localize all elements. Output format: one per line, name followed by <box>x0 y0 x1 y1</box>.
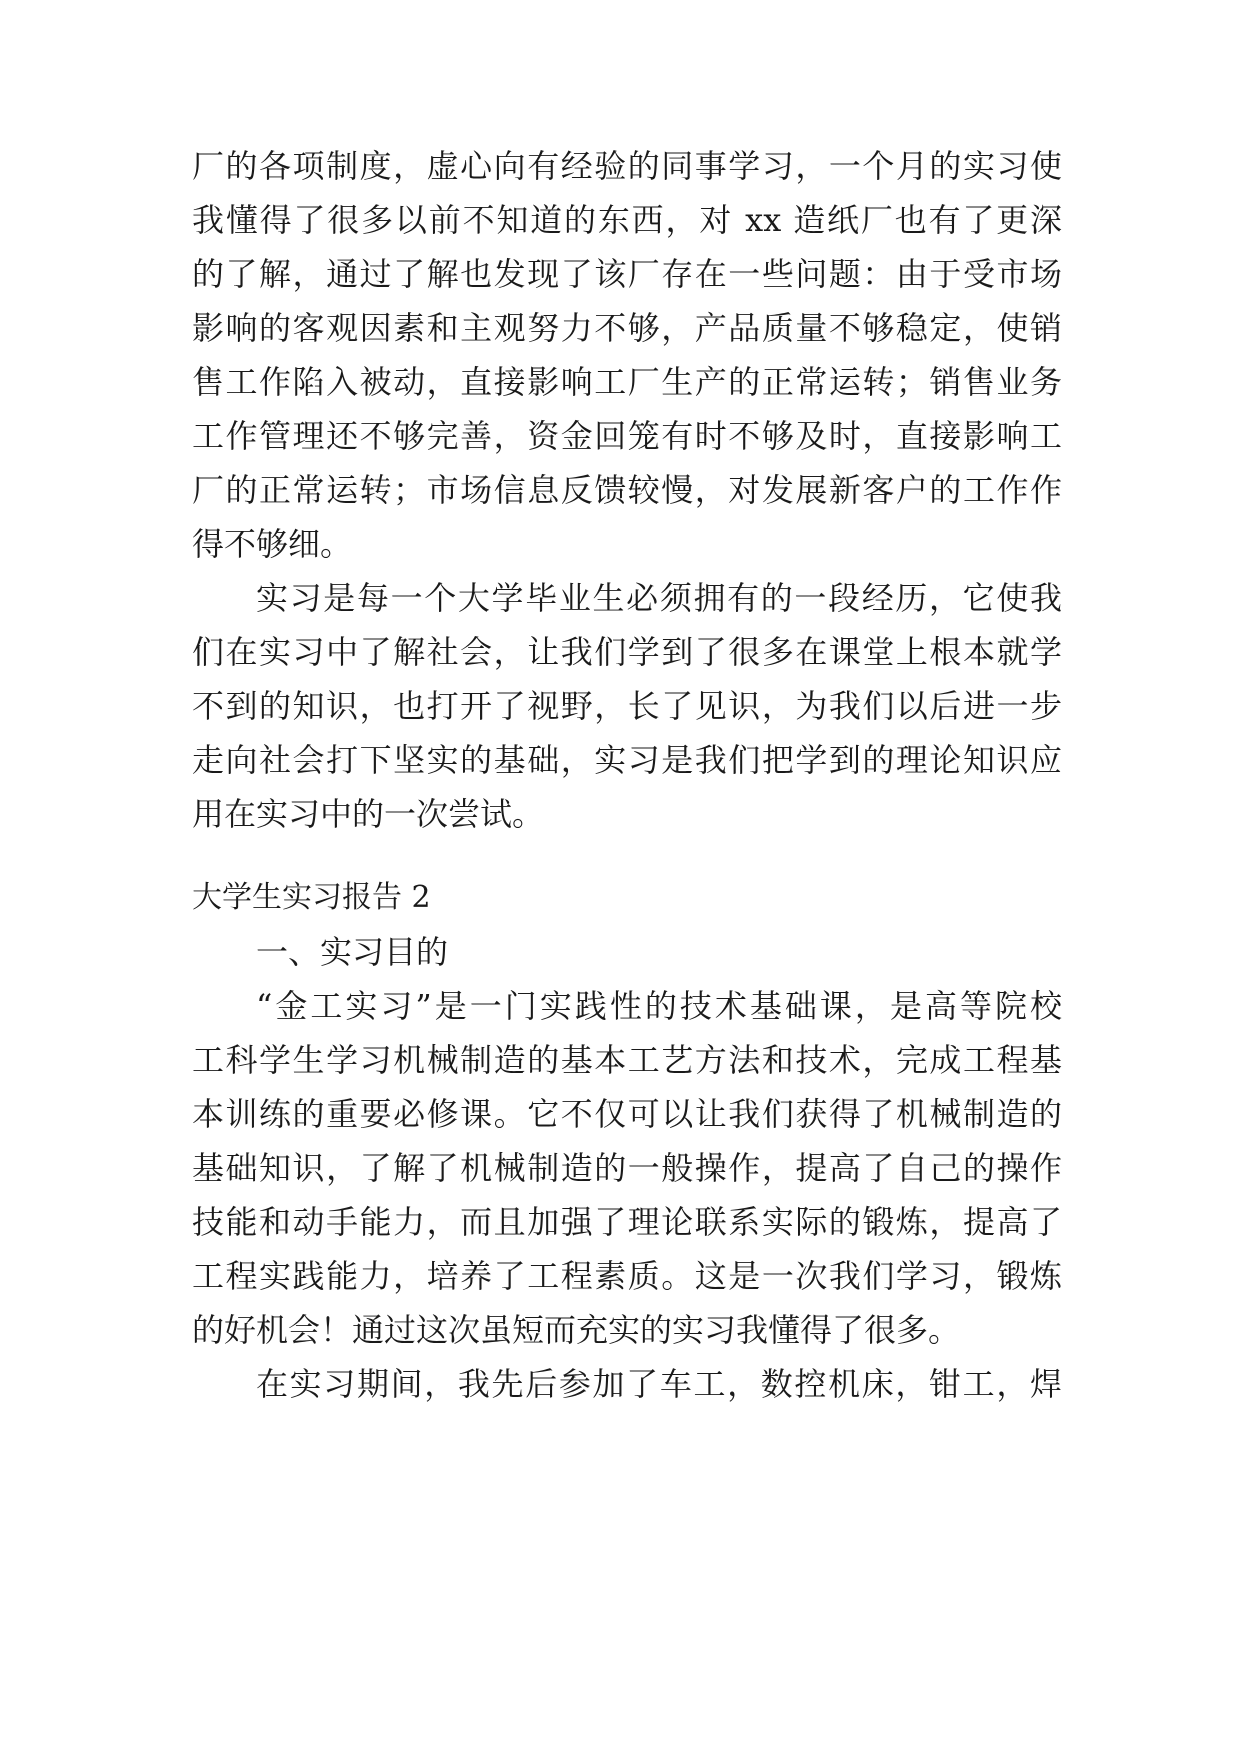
text-line: 实习是每一个大学毕业生必须拥有的一段经历，它使我 <box>256 579 1062 617</box>
text-line: 技能和动手能力，而且加强了理论联系实际的锻炼，提高了 <box>192 1203 1062 1241</box>
subsection-title: 一、实习目的 <box>256 933 449 971</box>
text-line: 在实习期间，我先后参加了车工，数控机床，钳工，焊 <box>256 1365 1062 1403</box>
text-line: 不到的知识，也打开了视野，长了见识，为我们以后进一步 <box>192 687 1062 725</box>
section-title: 大学生实习报告 2 <box>192 880 431 915</box>
text-line: 得不够细。 <box>192 525 353 563</box>
text-line: 的了解，通过了解也发现了该厂存在一些问题：由于受市场 <box>192 255 1062 293</box>
text-line: 我懂得了很多以前不知道的东西，对 xx 造纸厂也有了更深 <box>192 201 1062 239</box>
text-line: 的好机会！通过这次虽短而充实的实习我懂得了很多。 <box>192 1311 961 1349</box>
text-line: 厂的正常运转；市场信息反馈较慢，对发展新客户的工作作 <box>192 471 1062 509</box>
text-line: 本训练的重要必修课。它不仅可以让我们获得了机械制造的 <box>192 1095 1062 1133</box>
text-line: 工程实践能力，培养了工程素质。这是一次我们学习，锻炼 <box>192 1257 1062 1295</box>
text-line: 基础知识，了解了机械制造的一般操作，提高了自己的操作 <box>192 1149 1062 1187</box>
text-line: 售工作陷入被动，直接影响工厂生产的正常运转；销售业务 <box>192 363 1062 401</box>
text-line: 们在实习中了解社会，让我们学到了很多在课堂上根本就学 <box>192 633 1062 671</box>
text-line: 走向社会打下坚实的基础，实习是我们把学到的理论知识应 <box>192 741 1062 779</box>
text-line: “金工实习”是一门实践性的技术基础课，是高等院校 <box>256 987 1062 1025</box>
text-line: 用在实习中的一次尝试。 <box>192 795 545 833</box>
text-line: 工科学生学习机械制造的基本工艺方法和技术，完成工程基 <box>192 1041 1062 1079</box>
text-line: 影响的客观因素和主观努力不够，产品质量不够稳定，使销 <box>192 309 1062 347</box>
text-line: 工作管理还不够完善，资金回笼有时不够及时，直接影响工 <box>192 417 1062 455</box>
text-line: 厂的各项制度，虚心向有经验的同事学习，一个月的实习使 <box>192 147 1062 185</box>
